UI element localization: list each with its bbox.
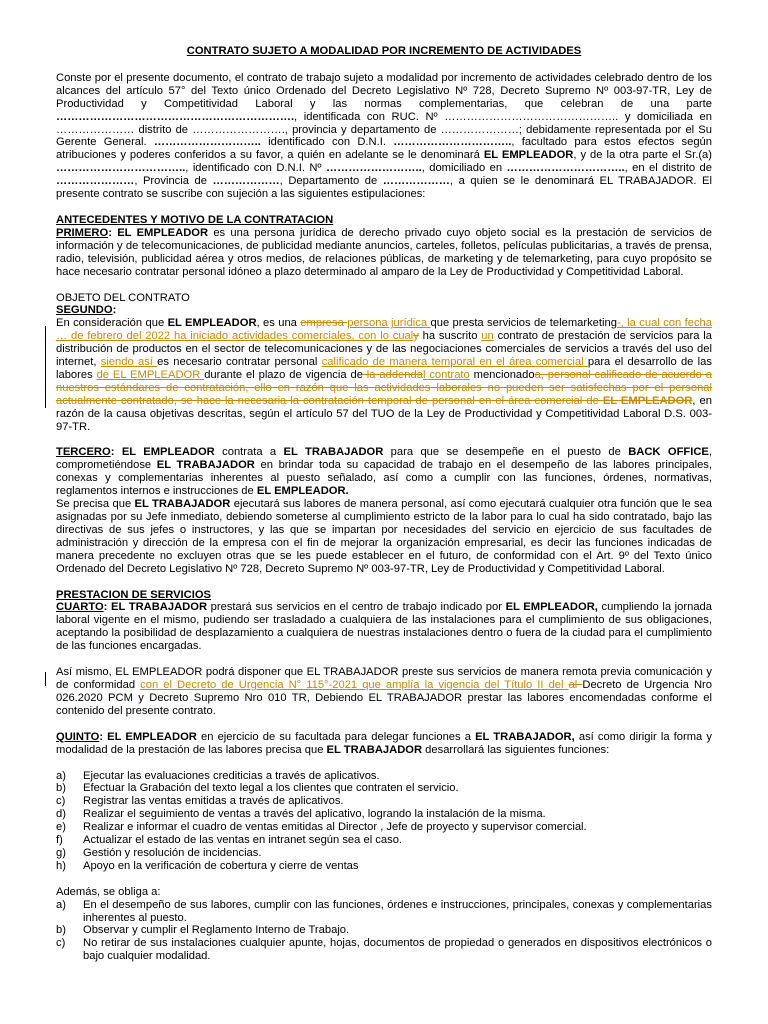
- list-item: a) Ejecutar las evaluaciones crediticias a través de aplicativos.: [56, 769, 380, 782]
- list-item: g) Gestión y resolución de incidencias.: [56, 846, 262, 859]
- clause-cuarto: CUARTO: EL TRABAJADOR prestará sus servicios en el centro de trabajo indicado por EL EMPLEADOR, cumpliendo la jornada laboral vigente en el mismo, pudiendo ser trasladado a cualquiera de las instalaciones para el cumplimiento de sus obligaciones, aceptando la posibilidad de desplazamiento a cualquiera de nuestras instalaciones dentro o fuera de la ciudad para el cumplimiento de las funciones encargadas.: [56, 601, 712, 653]
- list-item: b) Efectuar la Grabación del texto legal a los clientes que contraten el servicio.: [56, 782, 459, 795]
- clause-cuarto-paragraph-2: Así mismo, EL EMPLEADOR podrá disponer que EL TRABAJADOR preste sus servicios de manera remota previa comunicación y de conformidad con el Decreto de Urgencia N° 115°-2021 que amplía la vigencia del Título II del al Decreto de Urgencia Nro 026.2020 PCM y Decreto Supremo Nro 010 TR, Debiendo EL TRABAJADOR prestar las labores encomendadas conforme el contenido del presente contrato.: [56, 666, 712, 717]
- document-title: CONTRATO SUJETO A MODALIDAD POR INCREMENTO DE ACTIVIDADES: [186, 45, 582, 57]
- clause-tercero-paragraph-2: Se precisa que EL TRABAJADOR ejecutará sus labores de manera personal, así como ejecutará cualquier otra función que le sea asignadas por su Jefe inmediato, debiendo someterse al cumplimiento estricto de la labor para lo cual ha sido contratado, bajo las directivas de sus jefes o instructores, y las que se impartan por necesidades del servicio en ejercicio de sus facultades de administración y dirección de la empresa con el fin de mejorar la organización empresarial, es decir las funciones indicadas de manera precedente no excluyen otras que se les puede establecer en el futuro, de conformidad con el Art. 9º del Texto único Ordenado del Decreto Legislativo Nº 728, Decreto Supremo Nº 003-97-TR, Ley de Productividad y Competitividad Laboral.: [56, 498, 712, 575]
- section-heading-objeto: OBJETO DEL CONTRATO: [56, 291, 190, 304]
- clause-tercero: TERCERO: EL EMPLEADOR contrata a EL TRABAJADOR para que se desempeñe en el puesto de BACK OFFICE, comprometiéndose EL TRABAJADOR en brindar toda su capacidad de trabajo en el desempeño de las labores principales, conexas y complementarias inherentes al puesto señalado, así como a cumplir con las funciones, órdenes, normativas, reglamentos internos e instrucciones de EL EMPLEADOR.: [56, 446, 713, 498]
- clause-segundo-label: SEGUNDO:: [56, 304, 117, 317]
- list-item: f) Actualizar el estado de las ventas en intranet según sea el caso.: [56, 834, 403, 847]
- change-bar: [45, 672, 46, 686]
- list-item: c) No retirar de sus instalaciones cualquier apunte, hojas, documentos de propiedad o generados en dispositivos electrónicos o bajo cualquier modalidad.: [56, 937, 712, 963]
- obligations-intro: Además, se obliga a:: [56, 885, 161, 898]
- change-bar: [45, 326, 46, 408]
- section-heading-antecedentes: ANTECEDENTES Y MOTIVO DE LA CONTRATACION: [56, 213, 334, 226]
- functions-list: [56, 770, 712, 873]
- list-item: d) Realizar el seguimiento de ventas a través del aplicativo, logrando la instalación de la misma.: [56, 808, 546, 821]
- list-item: e) Realizar e informar el cuadro de ventas emitidas al Director , Jefe de proyecto y supervisor comercial.: [56, 821, 587, 834]
- list-item: c) Registrar las ventas emitidas a través de aplicativos.: [56, 795, 344, 808]
- clause-quinto: QUINTO: EL EMPLEADOR en ejercicio de su facultada para delegar funciones a EL TRABAJADOR, así como dirigir la forma y modalidad de la prestación de las labores precisa que EL TRABAJADOR desarrollará las siguientes funciones:: [56, 730, 712, 756]
- intro-paragraph: Conste por el presente documento, el contrato de trabajo sujeto a modalidad por incremento de actividades celebrado dentro de los alcances del artículo 57° del Texto único Ordenado del Decreto Legislativo Nº 728, Decreto Supremo Nº 003-97-TR, Ley de Productividad y Competitividad Laboral y las normas complementarias, que celebran de una parte ………………………………………………………., identificada con RUC. Nº ……………………………………….. y domiciliada en ………………… distrito de ……………………., provincia y departamento de …………………; debidamente representada por el Su Gerente General. ……………………….. identificado con D.N.I. ………………………….., facultado para estos efectos según atribuciones y poderes conferidos a su favor, a quién en adelante se le denominará EL EMPLEADOR, y de la otra parte el Sr.(a) …………………………….., identificado con D.N.I. Nº …………………….., domiciliado en ………………………….., en el distrito de …………………, Provincia de ………………, Departamento de ………………, a quien se le denominará EL TRABAJADOR. El presente contrato se suscribe con sujeción a las siguientes estipulaciones:: [56, 71, 713, 201]
- list-item: h) Apoyo en la verificación de cobertura y cierre de ventas: [56, 859, 359, 872]
- clause-segundo: En consideración que EL EMPLEADOR, es una empresa persona jurídica que presta servicios de telemarketing-, la cual con fecha … de febrero del 2022 ha iniciado actividades comerciales, con lo cualy ha suscrito un contrato de prestación de servicios para la distribución de productos en el sector de telecomunicaciones y de las negociaciones comerciales de servicios a través del uso del internet, siendo así es necesario contratar personal calificado de manera temporal en el área comercial para el desarrollo de las labores de EL EMPLEADOR durante el plazo de vigencia de la addendal contrato mencionadoa, personal calificado de acuerdo a nuestros estándares de contratación, ello en razón que las actividades laborales no pueden ser satisfechas por el personal actualmente contratado, se hace la necesaria la contratación temporal de personal en el área comercial de EL EMPLEADOR, en razón de la causa objetivas descritas, según el artículo 57 del TUO de la Ley de Productividad y Competitividad Laboral D.S. 003-97-TR.: [56, 317, 712, 433]
- section-heading-prestacion: PRESTACION DE SERVICIOS: [56, 588, 211, 601]
- list-item: a) En el desempeño de sus labores, cumplir con las funciones, órdenes e instrucciones, principales, conexas y complementarias inherentes al puesto.: [56, 898, 712, 924]
- list-item: b) Observar y cumplir el Reglamento Interno de Trabajo.: [56, 924, 350, 937]
- obligations-list: [56, 899, 712, 964]
- clause-primero: PRIMERO: EL EMPLEADOR es una persona jurídica de derecho privado cuyo objeto social es la prestación de servicios de información y de telecomunicaciones, de publicidad mediante anuncios, carteles, folletos, películas publicitarias, a través de prensa, radio, televisión, publicidad aérea y otros medios, de relaciones públicas, de marketing y de telemarketing, para cuyo propósito se hace necesario contratar personal idóneo a plazo determinado al amparo de la Ley de Productividad y Competitividad Laboral.: [56, 226, 713, 278]
- contract-document: [56, 45, 712, 963]
